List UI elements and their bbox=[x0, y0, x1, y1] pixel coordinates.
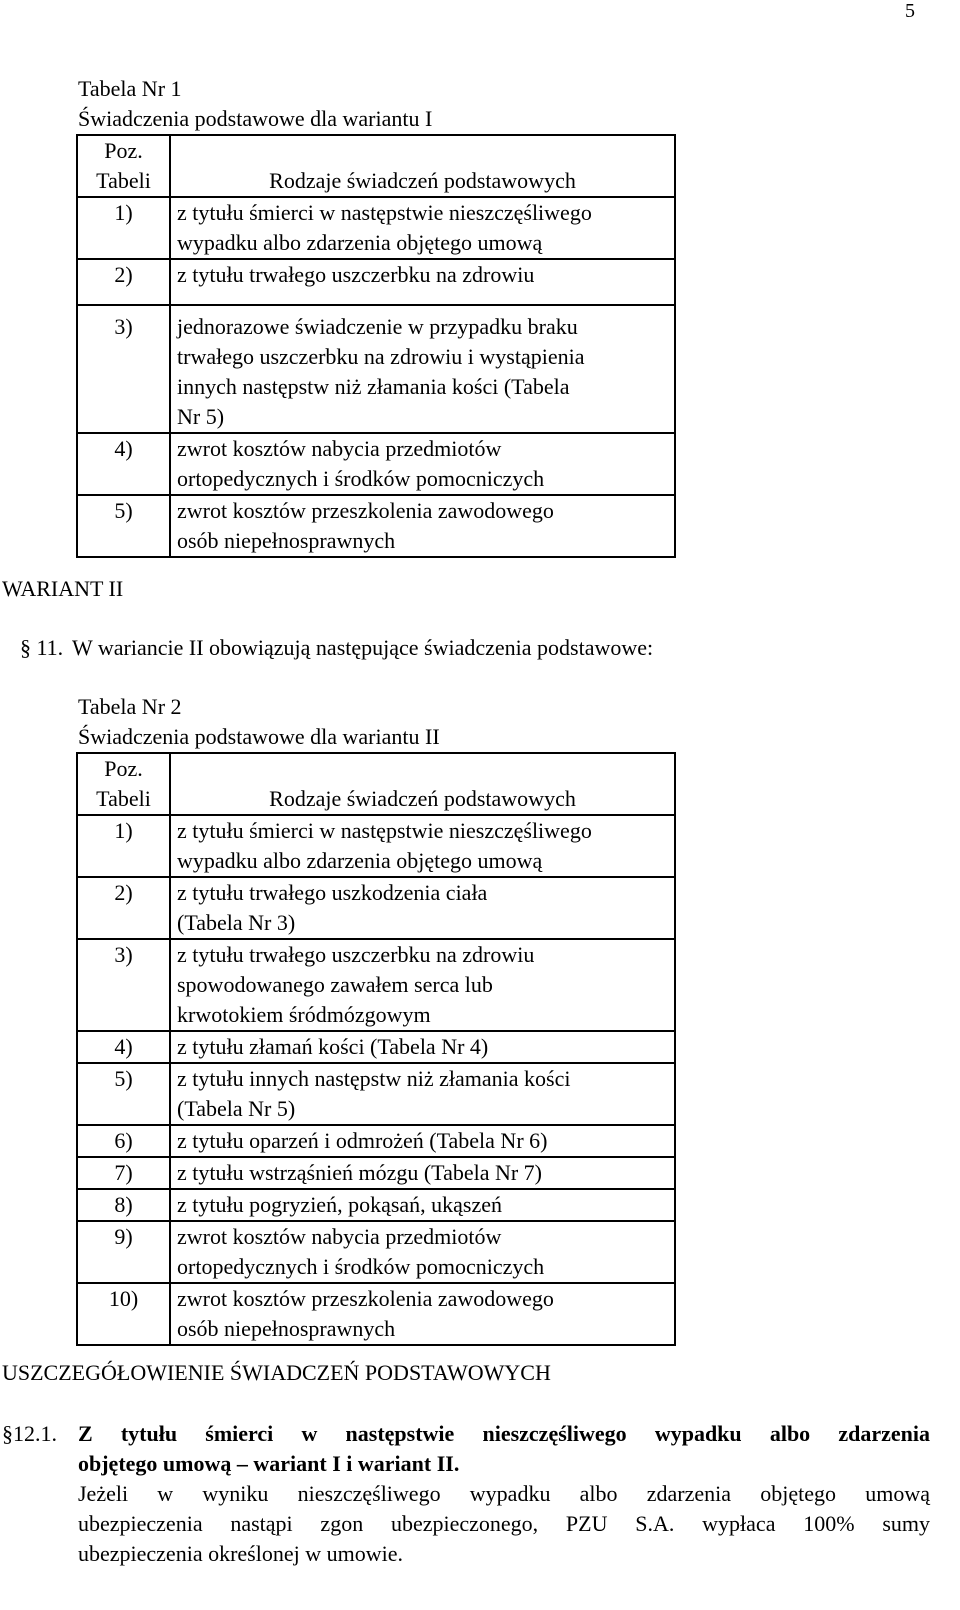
header-benefit-types-label: Rodzaje świadczeń podstawowych bbox=[269, 786, 576, 811]
header-benefit-types-cell bbox=[170, 135, 675, 197]
row-number: 1) bbox=[77, 815, 170, 877]
row-text-line: zwrot kosztów nabycia przedmiotów bbox=[177, 436, 502, 461]
row-text-line: z tytułu wstrząśnień mózgu (Tabela Nr 7) bbox=[177, 1160, 543, 1185]
table-row bbox=[77, 1063, 675, 1125]
row-number: 4) bbox=[77, 1031, 170, 1063]
section-12-body-line: ubezpieczenia nastąpi zgon ubezpieczonego, PZU S.A. wypłaca 100% sumy bbox=[78, 1511, 930, 1536]
header-benefit-types-label: Rodzaje świadczeń podstawowych bbox=[269, 168, 576, 193]
table1-subtitle: Świadczenia podstawowe dla wariantu I bbox=[78, 106, 433, 131]
table-row bbox=[77, 1125, 675, 1157]
table-header-row bbox=[77, 753, 675, 815]
row-text bbox=[170, 1221, 675, 1283]
row-text-line: Nr 5) bbox=[177, 404, 225, 429]
page-number: 5 bbox=[905, 0, 915, 22]
benefits-table-variant-1 bbox=[76, 134, 676, 558]
table2-title: Tabela Nr 2 bbox=[78, 694, 182, 719]
row-text bbox=[170, 1157, 675, 1189]
table2-subtitle: Świadczenia podstawowe dla wariantu II bbox=[78, 724, 440, 749]
benefits-details-heading: USZCZEGÓŁOWIENIE ŚWIADCZEŃ PODSTAWOWYCH bbox=[2, 1360, 551, 1385]
row-text-line: z tytułu pogryzień, pokąsań, ukąszeń bbox=[177, 1192, 503, 1217]
row-text bbox=[170, 1063, 675, 1125]
header-position-cell bbox=[77, 753, 170, 815]
row-text-line: trwałego uszczerbku na zdrowiu i wystąpienia bbox=[177, 344, 585, 369]
table-row bbox=[77, 877, 675, 939]
row-text-line: zwrot kosztów nabycia przedmiotów bbox=[177, 1224, 502, 1249]
row-text-line: ortopedycznych i środków pomocniczych bbox=[177, 466, 545, 491]
row-text-line: krwotokiem śródmózgowym bbox=[177, 1002, 431, 1027]
variant-2-heading: WARIANT II bbox=[2, 576, 124, 601]
row-text-line: z tytułu śmierci w następstwie nieszczęśliwego bbox=[177, 200, 592, 225]
section-12-mark: §12.1. bbox=[2, 1421, 57, 1446]
table-row bbox=[77, 495, 675, 557]
section-12-body-line: ubezpieczenia określonej w umowie. bbox=[78, 1541, 403, 1566]
table-row bbox=[77, 305, 675, 433]
header-table-label: Tabeli bbox=[96, 786, 151, 811]
row-number: 5) bbox=[77, 495, 170, 557]
row-text-line: zwrot kosztów przeszkolenia zawodowego bbox=[177, 498, 554, 523]
row-number: 4) bbox=[77, 433, 170, 495]
header-position-label: Poz. bbox=[104, 138, 143, 163]
row-text bbox=[170, 1189, 675, 1221]
table-row bbox=[77, 939, 675, 1031]
row-number: 7) bbox=[77, 1157, 170, 1189]
table-row bbox=[77, 1031, 675, 1063]
row-number: 8) bbox=[77, 1189, 170, 1221]
row-text-line: z tytułu trwałego uszkodzenia ciała bbox=[177, 880, 488, 905]
header-table-label: Tabeli bbox=[96, 168, 151, 193]
row-text-line: wypadku albo zdarzenia objętego umową bbox=[177, 230, 543, 255]
row-text-line: ortopedycznych i środków pomocniczych bbox=[177, 1254, 545, 1279]
row-text-line: innych następstw niż złamania kości (Tabela bbox=[177, 374, 570, 399]
row-text-line: wypadku albo zdarzenia objętego umową bbox=[177, 848, 543, 873]
section-12-bold-line: objętego umową – wariant I i wariant II. bbox=[78, 1451, 460, 1476]
row-text-line: z tytułu złamań kości (Tabela Nr 4) bbox=[177, 1034, 489, 1059]
row-text-line: (Tabela Nr 3) bbox=[177, 910, 296, 935]
row-text-line: osób niepełnosprawnych bbox=[177, 528, 396, 553]
row-number: 5) bbox=[77, 1063, 170, 1125]
row-text-line: z tytułu trwałego uszczerbku na zdrowiu bbox=[177, 942, 535, 967]
row-number: 3) bbox=[77, 939, 170, 1031]
section-11-text: W wariancie II obowiązują następujące świadczenia podstawowe: bbox=[72, 635, 654, 660]
table-row bbox=[77, 1189, 675, 1221]
row-text-line: osób niepełnosprawnych bbox=[177, 1316, 396, 1341]
benefits-table-variant-2 bbox=[76, 752, 676, 1346]
table1-title: Tabela Nr 1 bbox=[78, 76, 182, 101]
row-text bbox=[170, 305, 675, 433]
table-row bbox=[77, 259, 675, 305]
row-text bbox=[170, 939, 675, 1031]
table-row bbox=[77, 1283, 675, 1345]
row-text bbox=[170, 259, 675, 305]
row-text bbox=[170, 495, 675, 557]
table-header-row bbox=[77, 135, 675, 197]
header-benefit-types-cell bbox=[170, 753, 675, 815]
section-11-mark: § 11. bbox=[20, 635, 64, 660]
table-row bbox=[77, 197, 675, 259]
row-number: 1) bbox=[77, 197, 170, 259]
row-number: 3) bbox=[77, 305, 170, 433]
row-number: 2) bbox=[77, 877, 170, 939]
row-text-line: spowodowanego zawałem serca lub bbox=[177, 972, 493, 997]
row-number: 6) bbox=[77, 1125, 170, 1157]
row-text bbox=[170, 1283, 675, 1345]
row-text-line: jednorazowe świadczenie w przypadku braku bbox=[177, 314, 578, 339]
row-text-line: z tytułu oparzeń i odmrożeń (Tabela Nr 6) bbox=[177, 1128, 548, 1153]
row-text bbox=[170, 1125, 675, 1157]
row-text bbox=[170, 877, 675, 939]
row-number: 2) bbox=[77, 259, 170, 305]
table-row bbox=[77, 433, 675, 495]
table-row bbox=[77, 1157, 675, 1189]
table-row bbox=[77, 1221, 675, 1283]
row-text-line: zwrot kosztów przeszkolenia zawodowego bbox=[177, 1286, 554, 1311]
row-text bbox=[170, 197, 675, 259]
section-12-bold-line: Z tytułu śmierci w następstwie nieszczęśliwego wypadku albo zdarzenia bbox=[78, 1421, 930, 1446]
row-text-line: z tytułu trwałego uszczerbku na zdrowiu bbox=[177, 262, 535, 287]
header-position-cell bbox=[77, 135, 170, 197]
row-text bbox=[170, 433, 675, 495]
header-position-label: Poz. bbox=[104, 756, 143, 781]
row-text bbox=[170, 1031, 675, 1063]
table-row bbox=[77, 815, 675, 877]
row-number: 10) bbox=[77, 1283, 170, 1345]
row-number: 9) bbox=[77, 1221, 170, 1283]
row-text bbox=[170, 815, 675, 877]
section-12-body-line: Jeżeli w wyniku nieszczęśliwego wypadku albo zdarzenia objętego umową bbox=[78, 1481, 930, 1506]
row-text-line: (Tabela Nr 5) bbox=[177, 1096, 296, 1121]
row-text-line: z tytułu innych następstw niż złamania kości bbox=[177, 1066, 571, 1091]
row-text-line: z tytułu śmierci w następstwie nieszczęśliwego bbox=[177, 818, 592, 843]
